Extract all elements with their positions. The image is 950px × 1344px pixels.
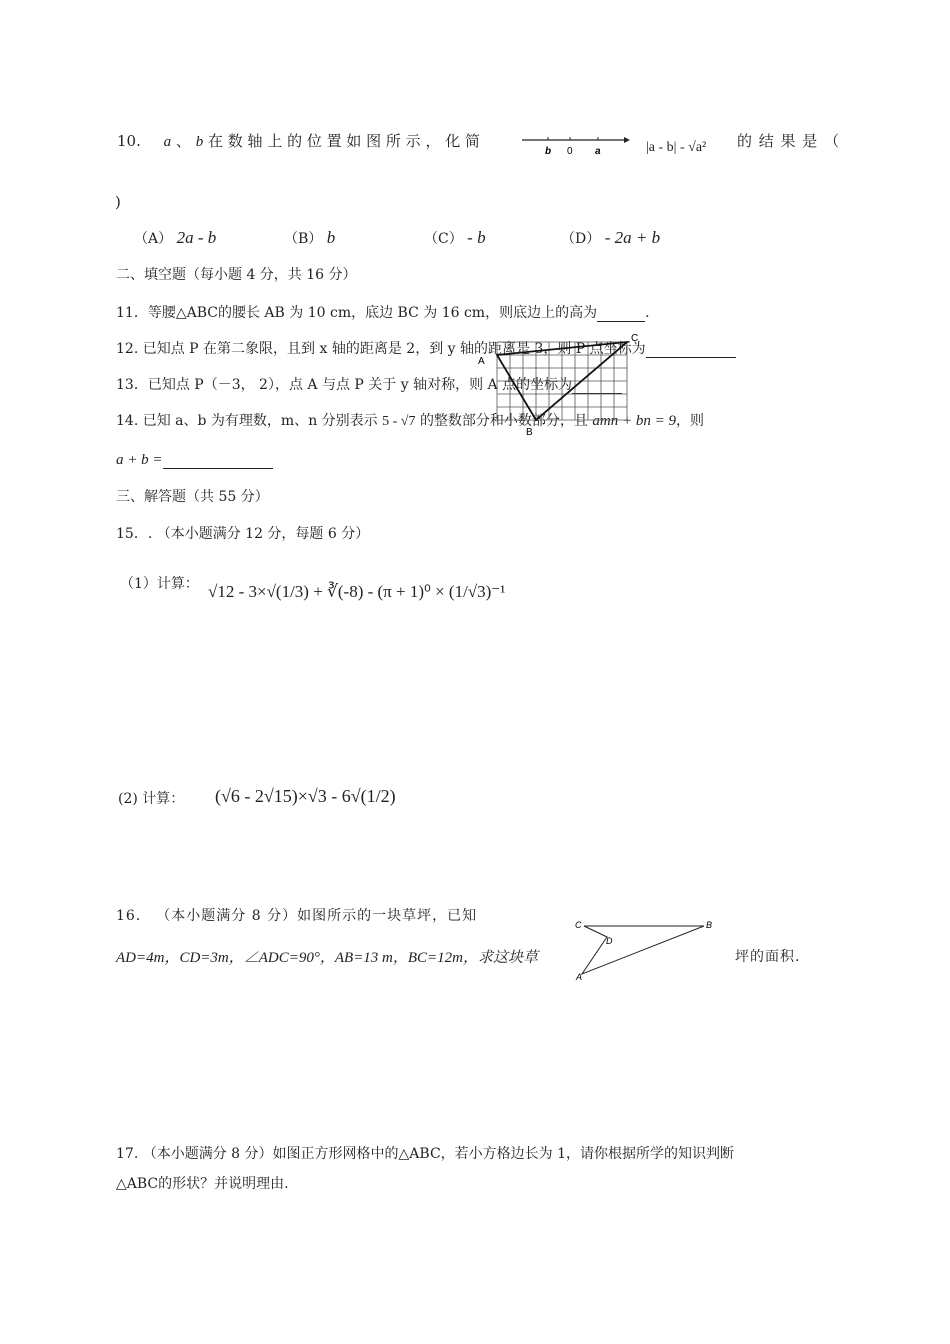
q14-text3: ，则: [675, 413, 704, 429]
q11-tail: .: [645, 305, 650, 321]
q15-part2-label: (2) 计算：: [118, 791, 185, 807]
q14-sum: a + b =: [116, 452, 163, 468]
q10-text-end: 的 结 果 是 （: [737, 132, 841, 150]
numberline-label-0: 0: [567, 146, 573, 157]
q17-line2: △ABC的形状？并说明理由.: [116, 1176, 289, 1192]
option-c-label: （C）: [424, 231, 463, 247]
grid-triangle-figure: [472, 332, 637, 438]
grid-label-a: A: [478, 356, 485, 367]
q12-number: 12.: [116, 341, 139, 357]
q14-equation: amn + bn = 9: [592, 413, 676, 429]
q17-line1: [116, 1143, 734, 1163]
q12-text: 已知点 P 在第二象限，且到 x 轴的距离是 2，到 y 轴的距离是 3，则 P 点坐标为: [142, 341, 646, 357]
q13-number: 13．: [116, 377, 148, 393]
q17-number: 17.: [116, 1146, 139, 1162]
q15-part1-label: （1）计算：: [120, 576, 199, 592]
q15-header: [116, 523, 369, 543]
q10-sep: 、: [175, 132, 191, 150]
q13-text: 已知点 P（－3， 2），点 A 与点 P 关于 y 轴对称，则 A 点的坐标为: [147, 377, 573, 393]
q14-number: 14.: [116, 413, 139, 429]
q16-text1: （本小题满分 8 分）如图所示的一块草坪，已知: [156, 908, 478, 924]
q11-number: 11．: [116, 305, 148, 321]
option-d-label: （D）: [561, 231, 601, 247]
q10-expression: |a - b| - √a²: [646, 140, 707, 155]
q10-option-d: [561, 228, 660, 248]
q14-text1: 已知 a、b 为有理数，m、n 分别表示: [142, 413, 378, 429]
option-a-value: 2a - b: [176, 228, 217, 247]
lawn-label-d: D: [606, 936, 613, 946]
option-b-value: b: [326, 228, 336, 247]
lawn-label-c: C: [575, 920, 582, 930]
q16-number: 16．: [116, 908, 151, 924]
q10-var-a: a: [163, 134, 172, 150]
q16-line3: 坪的面积.: [735, 949, 801, 965]
q10-number: 10.: [117, 132, 141, 150]
q10-option-c: [424, 228, 486, 248]
option-b-label: （B）: [284, 231, 323, 247]
q14-text2: 的整数部分和小数部分，且: [419, 413, 588, 429]
number-line-figure: [520, 132, 632, 158]
q14-expr: 5 - √7: [382, 414, 416, 429]
q15-part1-expression: √12 - 3×√(1/3) + ∛(-8) - (π + 1)⁰ × (1/√3)⁻¹: [208, 582, 506, 601]
q15-part2-expression: (√6 - 2√15)×√3 - 6√(1/2): [215, 786, 396, 806]
q16-line1: [116, 905, 477, 925]
lawn-figure: [570, 914, 720, 984]
q16-line2: AD=4m，CD=3m，∠ADC=90°，AB=13 m，BC=12m，求这块草: [116, 950, 539, 966]
q12-line: [116, 338, 736, 358]
q10-option-b: [284, 228, 335, 248]
q10-option-a: [134, 228, 216, 248]
q11-blank: [597, 305, 645, 322]
option-a-label: （A）: [134, 231, 173, 247]
numberline-label-a: a: [595, 146, 601, 157]
q10-var-b: b: [195, 134, 204, 150]
option-c-value: - b: [467, 228, 486, 247]
option-d-value: - 2a + b: [604, 228, 661, 247]
q14-blank: [163, 452, 273, 469]
section3-title: 三、解答题（共 55 分）: [116, 489, 269, 505]
q17-text1: （本小题满分 8 分）如图正方形网格中的△ABC，若小方格边长为 1，请你根据所学的知识判断: [142, 1146, 735, 1162]
lawn-label-a: A: [576, 972, 583, 982]
q15-number: 15．.: [116, 526, 153, 542]
grid-label-c: C: [631, 333, 639, 344]
lawn-label-b: B: [706, 920, 713, 930]
q11-text: 等腰△ABC的腰长 AB 为 10 cm，底边 BC 为 16 cm，则底边上的高为: [147, 305, 598, 321]
q12-blank: [646, 341, 736, 358]
q14-line2: [116, 452, 273, 469]
numberline-label-b: b: [545, 146, 552, 157]
q10-line: [117, 130, 480, 151]
q10-close-paren: ): [115, 193, 121, 211]
q11-line: [116, 302, 650, 322]
q10-text: 在 数 轴 上 的 位 置 如 图 所 示 ， 化 简: [208, 132, 480, 150]
grid-label-b: B: [526, 427, 533, 438]
q15-text: （本小题满分 12 分，每题 6 分）: [156, 526, 370, 542]
section2-title: 二、填空题（每小题 4 分，共 16 分）: [116, 267, 357, 283]
